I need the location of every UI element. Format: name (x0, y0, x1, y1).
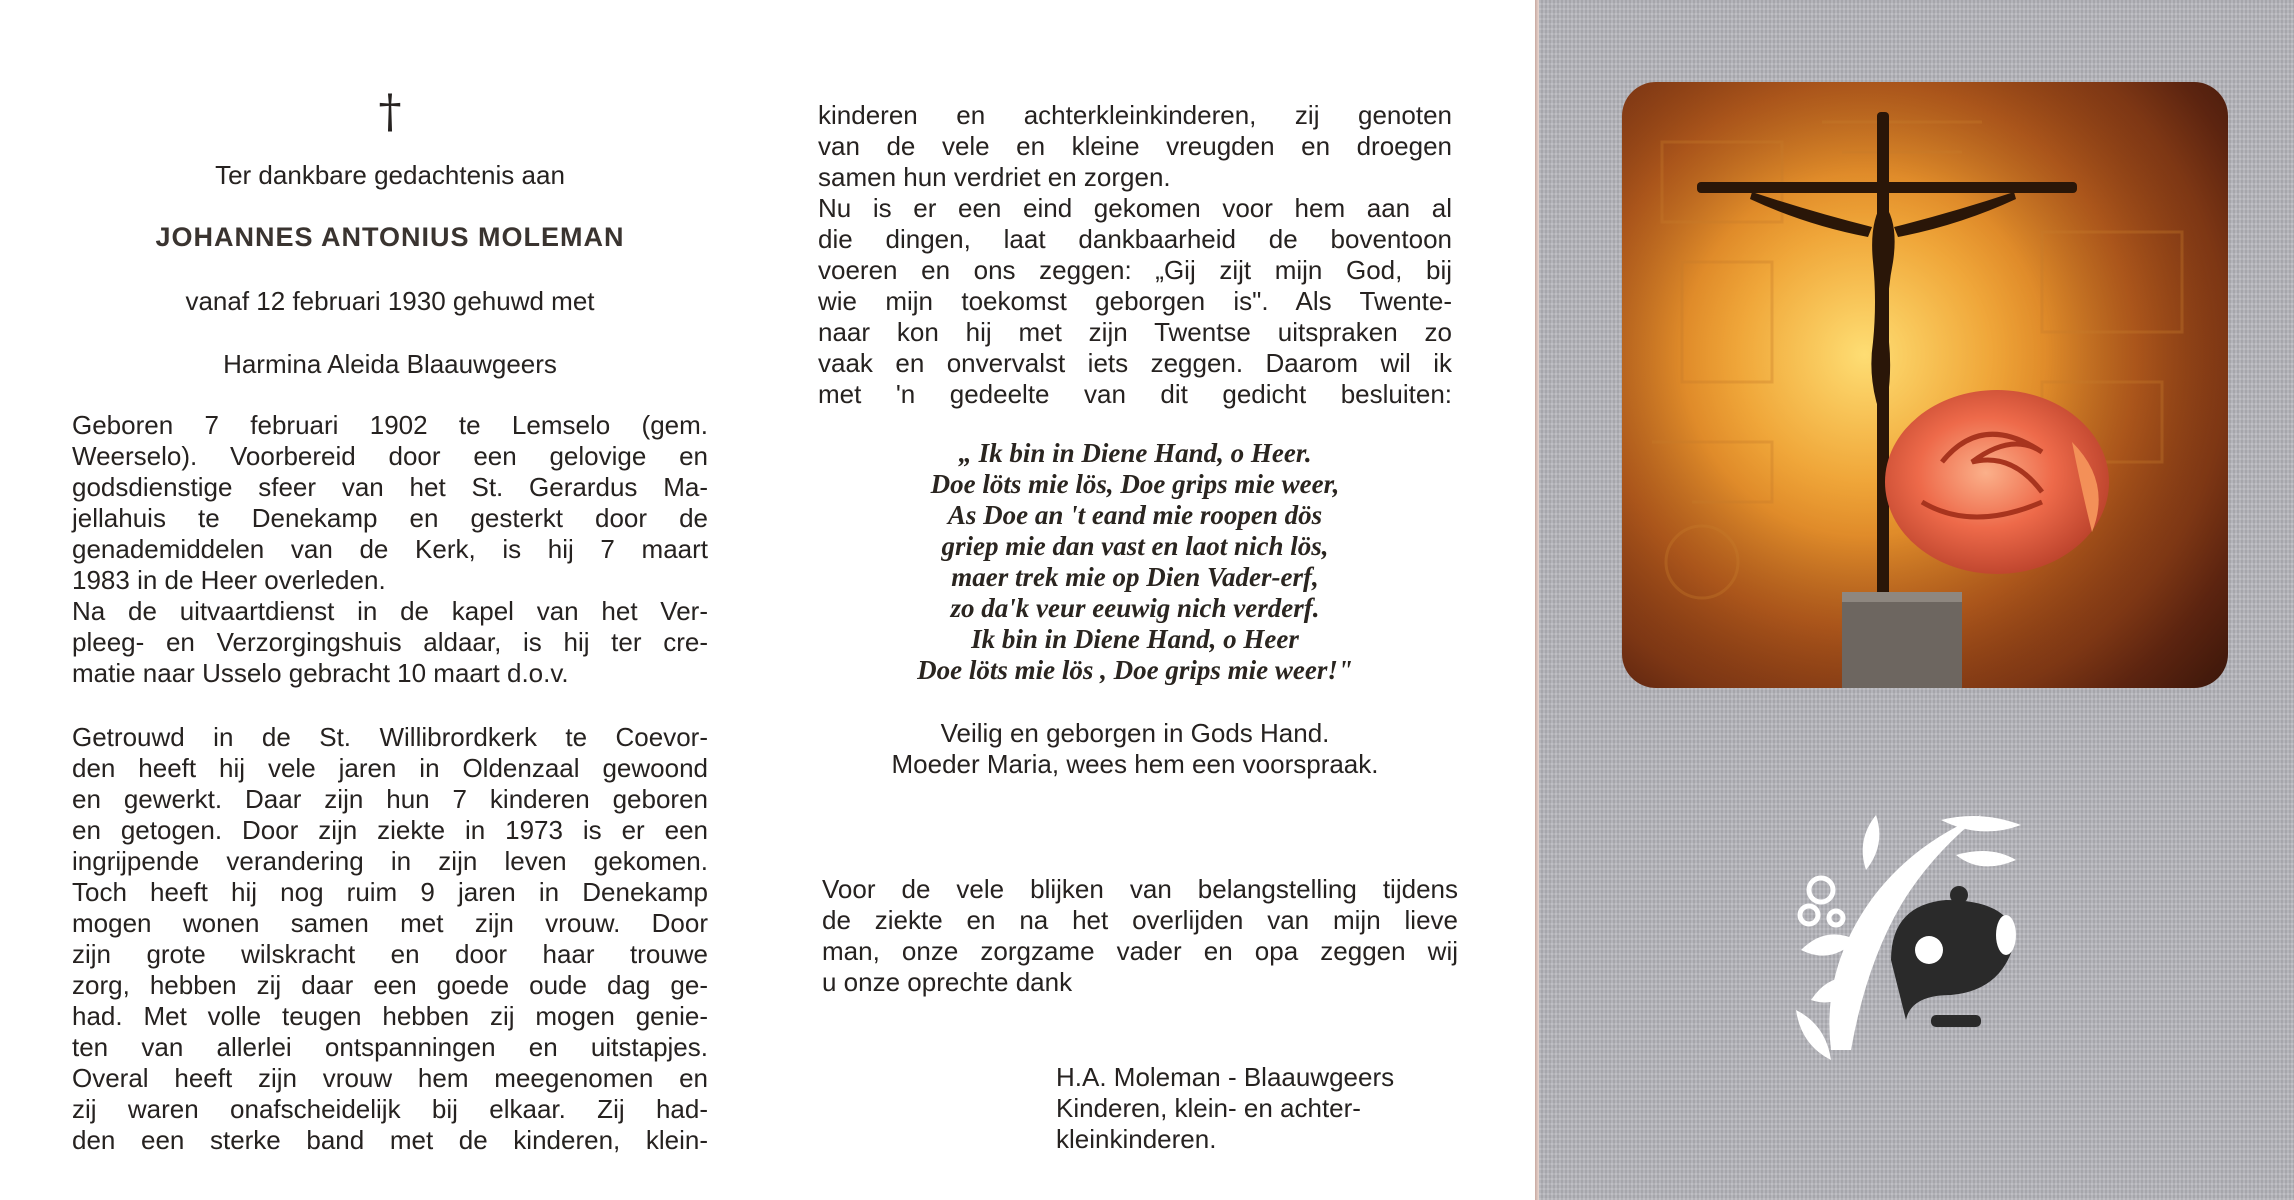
text-line: 1983 in de Heer overleden. (72, 565, 386, 595)
spouse-name: Harmina Aleida Blaauwgeers (223, 349, 557, 379)
biography-paragraph-1 (72, 410, 708, 689)
text-line: Geboren 7 februari 1902 te Lemselo (gem. (72, 410, 708, 440)
text-line: matie naar Usselo gebracht 10 maart d.o.v. (72, 658, 569, 688)
thanks-paragraph (822, 874, 1458, 998)
text-line: samen hun verdriet en zorgen. (818, 162, 1171, 192)
text-line: met 'n gedeelte van dit gedicht besluiten: (818, 379, 1452, 409)
text-line: zij waren onafscheidelijk bij elkaar. Zij had- (72, 1094, 708, 1124)
text-line: naar kon hij met zijn Twentse uitspraken zo (818, 317, 1452, 347)
text-line: Veilig en geborgen in Gods Hand. (940, 718, 1330, 748)
text-line: pleeg- en Verzorgingshuis aldaar, is hij ter cre- (72, 627, 708, 657)
poem-line: griep mie dan vast en laot nich lös, (941, 531, 1329, 561)
text-line: jellahuis te Denekamp en gesterkt door de (72, 503, 708, 533)
signature-line: kleinkinderen. (1056, 1124, 1217, 1154)
closing-prayer (815, 718, 1455, 780)
text-line: Overal heeft zijn vrouw hem meegenomen en (72, 1063, 708, 1093)
text-line: Weerselo). Voorbereid door een gelovige en (72, 441, 708, 471)
text-line: die dingen, laat dankbaarheid de boventoon (818, 224, 1452, 254)
text-line: van de vele en kleine vreugden en droegen (818, 131, 1452, 161)
poem-line: Ik bin in Diene Hand, o Heer (971, 624, 1299, 654)
biography-continued (818, 100, 1452, 410)
text-line: de ziekte en na het overlijden van mijn lieve (822, 905, 1458, 935)
married-line: vanaf 12 februari 1930 gehuwd met (185, 286, 595, 316)
poem-line: Doe löts mie lös , Doe grips mie weer!" (917, 655, 1353, 685)
poem (815, 438, 1455, 686)
text-line: u onze oprechte dank (822, 967, 1073, 997)
text-line: Voor de vele blijken van belangstelling tijdens (822, 874, 1458, 904)
signature-line: Kinderen, klein- en achter- (1056, 1093, 1361, 1123)
text-line: genademiddelen van de Kerk, is hij 7 maart (72, 534, 708, 564)
cross-symbol: † (378, 84, 402, 138)
oil-lamp (1891, 886, 2016, 1027)
poem-line: As Doe an 't eand mie roopen dös (947, 500, 1323, 530)
poem-line: „ Ik bin in Diene Hand, o Heer. (958, 438, 1312, 468)
text-line: den heeft hij vele jaren in Oldenzaal gewoond (72, 753, 708, 783)
text-line: zorg, hebben zij daar een goede oude dag ge- (72, 970, 708, 1000)
text-line: vaak en onvervalst iets zeggen. Daarom wil ik (818, 348, 1452, 378)
text-line: Moeder Maria, wees hem een voorspraak. (891, 749, 1379, 779)
text-line: godsdienstige sfeer van het St. Gerardus Ma- (72, 472, 708, 502)
text-line: Toch heeft hij nog ruim 9 jaren in Denekamp (72, 877, 708, 907)
text-line: had. Met volle teugen hebben zij mogen genie- (72, 1001, 708, 1031)
text-line: ten van allerlei ontspanningen en uitstapjes. (72, 1032, 708, 1062)
text-line: voeren en ons zeggen: „Gij zijt mijn God, bij (818, 255, 1452, 285)
crucifix-rose-photo (1622, 82, 2228, 688)
signature-line: H.A. Moleman - Blaauwgeers (1056, 1062, 1395, 1092)
crucifix-image (1622, 82, 2228, 688)
biography-paragraph-2 (72, 722, 708, 1156)
intro-line: Ter dankbare gedachtenis aan (215, 160, 565, 190)
deceased-name: JOHANNES ANTONIUS MOLEMAN (155, 222, 625, 252)
text-line: den een sterke band met de kinderen, klein- (72, 1125, 708, 1155)
text-line: ingrijpende verandering in zijn leven gekomen. (72, 846, 708, 876)
card-cover (1539, 0, 2294, 1200)
text-line: en getogen. Door zijn ziekte in 1973 is er een (72, 815, 708, 845)
rose (1885, 390, 2109, 574)
text-line: wie mijn toekomst geborgen is". Als Twente- (818, 286, 1452, 316)
text-line: kinderen en achterkleinkinderen, zij genoten (818, 100, 1452, 130)
poem-line: maer trek mie op Dien Vader-erf, (951, 562, 1319, 592)
text-line: zijn grote wilskracht en door haar trouwe (72, 939, 708, 969)
signature-block (1056, 1062, 1462, 1155)
poem-line: zo da'k veur eeuwig nich verderf. (950, 593, 1320, 623)
text-line: Na de uitvaartdienst in de kapel van het Ver- (72, 596, 708, 626)
text-line: mogen wonen samen met zijn vrouw. Door (72, 908, 708, 938)
oil-lamp-olive-branch-icon (1791, 800, 2031, 1060)
text-line: Nu is er een eind gekomen voor hem aan al (818, 193, 1452, 223)
text-line: en gewerkt. Daar zijn hun 7 kinderen geboren (72, 784, 708, 814)
text-line: Getrouwd in de St. Willibrordkerk te Coevor- (72, 722, 708, 752)
poem-line: Doe löts mie lös, Doe grips mie weer, (930, 469, 1340, 499)
text-line: man, onze zorgzame vader en opa zeggen wij (822, 936, 1458, 966)
